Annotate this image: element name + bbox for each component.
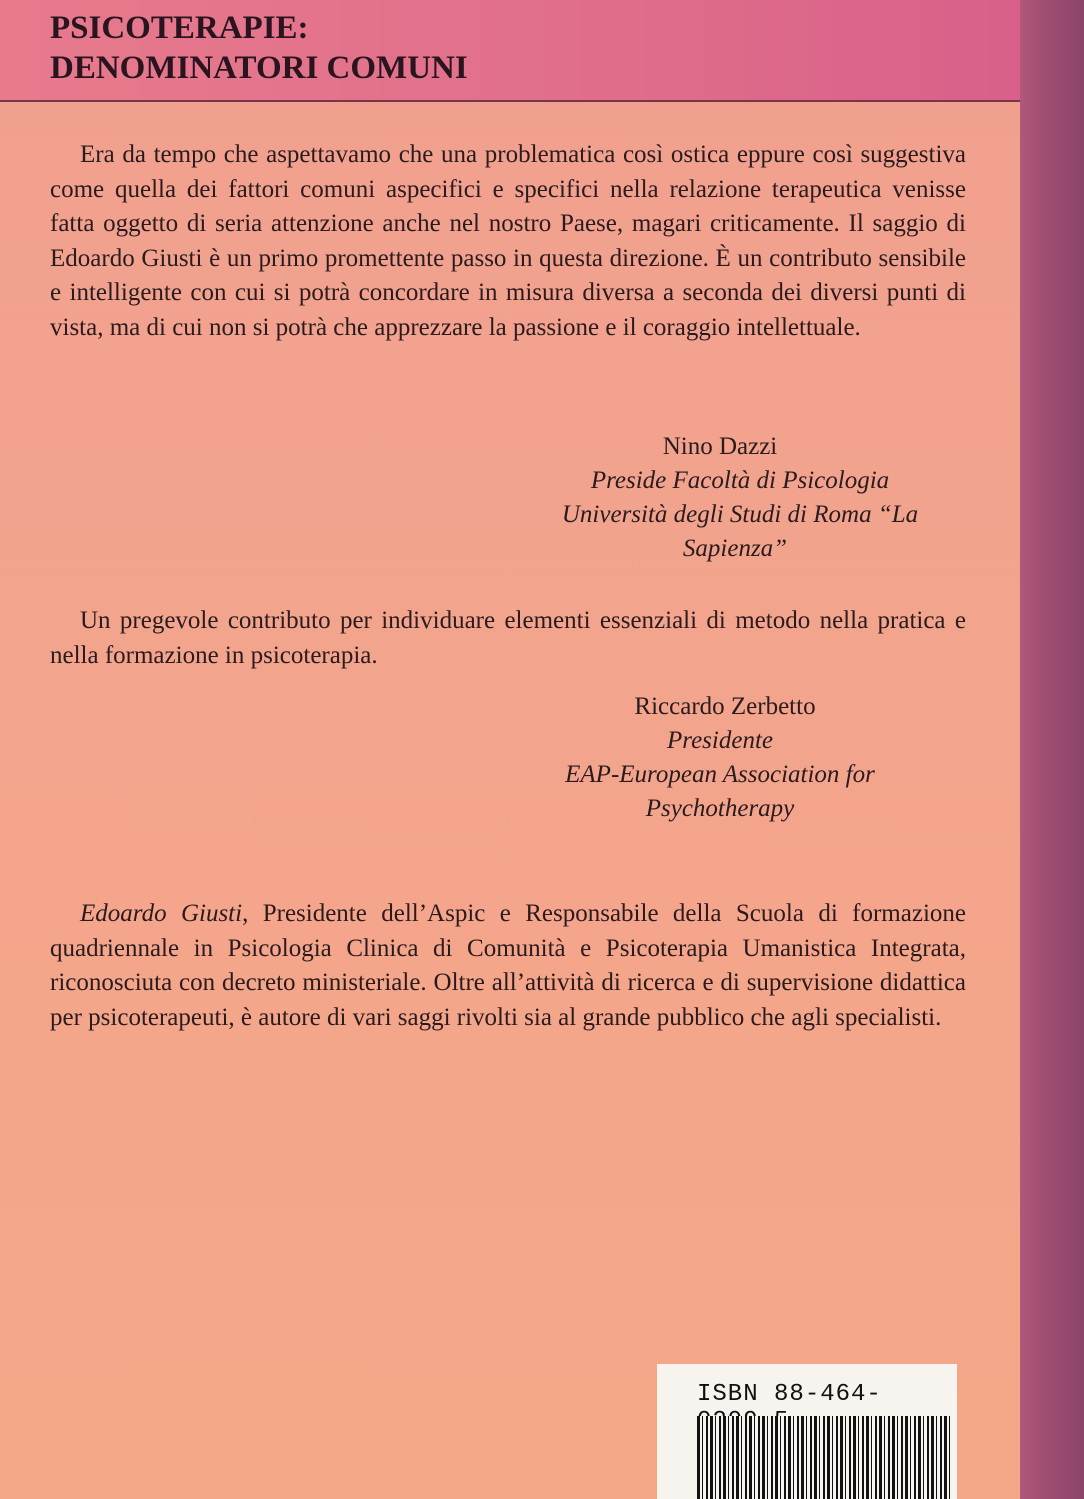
- author-bio: [50, 897, 966, 1035]
- endorsement-attribution-2: [490, 690, 950, 826]
- isbn-barcode-box: [657, 1364, 957, 1499]
- endorser-institution-line-1: Università degli Studi di Roma “La: [561, 501, 919, 528]
- author-bio-text: , Presidente dell’Aspic e Responsabile della Scuola di formazione quadriennale in Psicologia Clinica di Comunità e Psicoterapia Umanistica Integrata, riconosciuta con decreto ministeriale. Oltre all’attività di ricerca e di supervisione didattica per psicoterapeuti, è autore di vari saggi rivolti sia al grande pubblico che agli specialisti.: [50, 900, 966, 1031]
- endorser-role: Presidente: [667, 727, 773, 754]
- author-name: Edoardo Giusti: [80, 900, 243, 927]
- endorsement-text-2: Un pregevole contributo per individuare elementi essenziali di metodo nella pratica e nella formazione in psicoterapia.: [50, 607, 966, 669]
- endorser-role: Preside Facoltà di Psicologia: [590, 467, 890, 494]
- endorser-name: Nino Dazzi: [662, 433, 778, 460]
- endorsement-attribution-1: [505, 430, 975, 566]
- barcode: [697, 1416, 953, 1499]
- title-line-1: PSICOTERAPIE:: [50, 10, 309, 46]
- book-spine-edge: [1020, 0, 1084, 1499]
- isbn-number: ISBN 88-464-: [697, 1381, 882, 1408]
- endorser-institution-line-1: EAP-European Association for: [565, 761, 875, 788]
- endorser-name: Riccardo Zerbetto: [634, 693, 816, 720]
- book-title: [50, 8, 468, 88]
- endorser-institution-line-2: Sapienza”: [682, 535, 788, 562]
- title-band: [0, 0, 1020, 102]
- endorser-institution-line-2: Psychotherapy: [645, 795, 795, 822]
- title-line-2: DENOMINATORI COMUNI: [50, 50, 468, 86]
- endorsement-text-1: Era da tempo che aspettavamo che una problematica così ostica eppure così suggestiva come quella dei fattori comuni aspecifici e specifici nella relazione terapeutica venisse fatta oggetto di seria attenzione anche nel nostro Paese, magari criticamente. Il saggio di Edoardo Giusti è un primo promettente passo in questa direzione. È un contributo sensibile e intelligente con cui si potrà concordare in misura diversa a seconda dei diversi punti di vista, ma di cui non si potrà che apprezzare la passione e il coraggio intellettuale.: [50, 141, 966, 341]
